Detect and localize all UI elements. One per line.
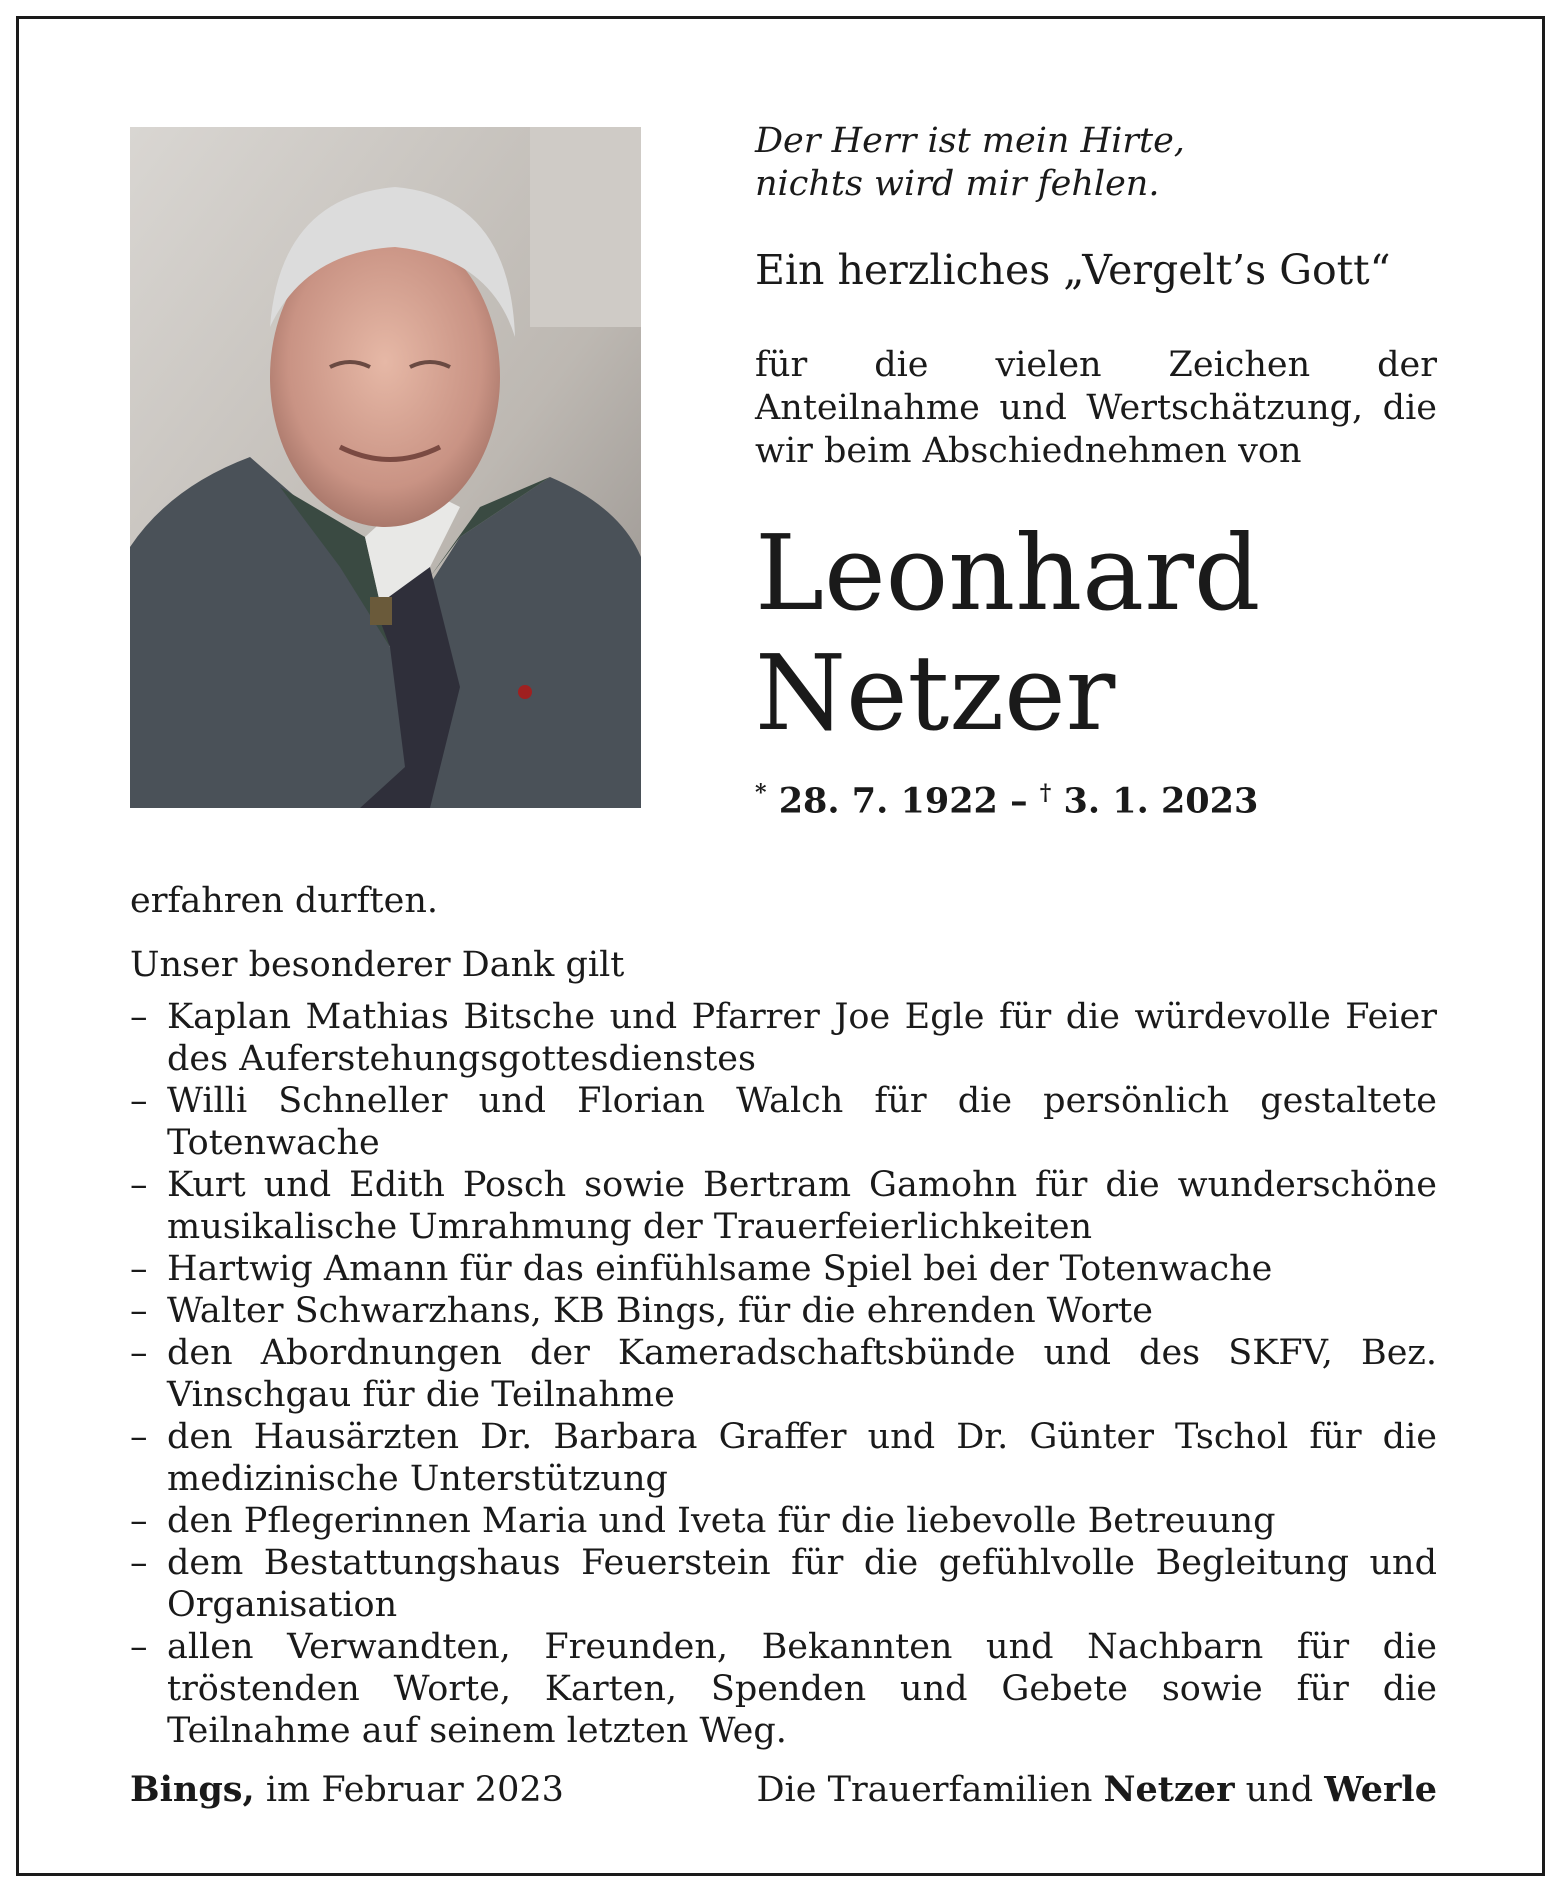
body-text <box>130 880 1437 1752</box>
list-item: – den Hausärzten Dr. Barbara Graffer und Dr. Günter Tschol für die medizinische Unterstützung <box>130 1416 1437 1500</box>
psalm-quote <box>755 120 1437 206</box>
death-symbol: † <box>1039 780 1052 806</box>
first-name: Leonhard <box>755 512 1261 634</box>
header-text-block <box>755 120 1437 822</box>
family-prefix: Die Trauerfamilien <box>756 1770 1104 1810</box>
list-item: – Kurt und Edith Posch sowie Bertram Gamohn für die wunderschöne musikalische Umrahmung der Trauerfeierlichkeiten <box>130 1164 1437 1248</box>
family-name-1: Netzer <box>1103 1769 1235 1810</box>
birth-symbol: * <box>755 780 767 806</box>
list-item: – den Abordnungen der Kameradschaftsbünde und des SKFV, Bez. Vinschgau für die Teilnahme <box>130 1332 1437 1416</box>
family-name-2: Werle <box>1324 1769 1437 1810</box>
list-item: – Willi Schneller und Florian Walch für die persönlich gestaltete Totenwache <box>130 1080 1437 1164</box>
list-item: – dem Bestattungshaus Feuerstein für die gefühlvolle Begleitung und Organisation <box>130 1542 1437 1626</box>
portrait-photo <box>130 127 641 808</box>
psalm-line-2: nichts wird mir fehlen. <box>755 164 1160 204</box>
portrait-image <box>130 127 641 808</box>
family-signature <box>757 1768 1438 1812</box>
thanks-list <box>130 996 1437 1752</box>
intro-text: für die vielen Zeichen der Anteilnahme und Wertschätzung, die wir beim Abschiednehmen von <box>755 345 1437 471</box>
date-separator: – <box>997 780 1040 822</box>
place: Bings, <box>130 1769 255 1810</box>
list-item: – Kaplan Mathias Bitsche und Pfarrer Joe Egle für die würdevolle Feier des Auferstehungsgottesdienstes <box>130 996 1437 1080</box>
death-date: 3. 1. 2023 <box>1063 780 1259 822</box>
list-item: – den Pflegerinnen Maria und Iveta für die liebevolle Betreuung <box>130 1500 1437 1542</box>
list-item: – Walter Schwarzhans, KB Bings, für die ehrenden Worte <box>130 1290 1437 1332</box>
date: im Februar 2023 <box>254 1770 564 1810</box>
special-thanks-lead: Unser besonderer Dank gilt <box>130 945 625 985</box>
last-name: Netzer <box>755 632 1116 754</box>
family-and: und <box>1234 1770 1325 1810</box>
place-date <box>130 1768 564 1812</box>
continuation-text: erfahren durften. <box>130 881 438 921</box>
life-dates <box>755 773 1437 822</box>
deceased-name <box>755 513 1437 753</box>
birth-date: 28. 7. 1922 <box>778 780 998 822</box>
list-item: – Hartwig Amann für das einfühlsame Spiel bei der Totenwache <box>130 1248 1437 1290</box>
footer <box>130 1768 1437 1812</box>
thanks-heading: Ein herzliches „Vergelt’s Gott“ <box>755 246 1391 294</box>
psalm-line-1: Der Herr ist mein Hirte, <box>755 121 1185 161</box>
list-item: – allen Verwandten, Freunden, Bekannten und Nachbarn für die tröstenden Worte, Karten, Spenden und Gebete sowie für die Teilnahme auf seinem letzten Weg. <box>130 1626 1437 1752</box>
